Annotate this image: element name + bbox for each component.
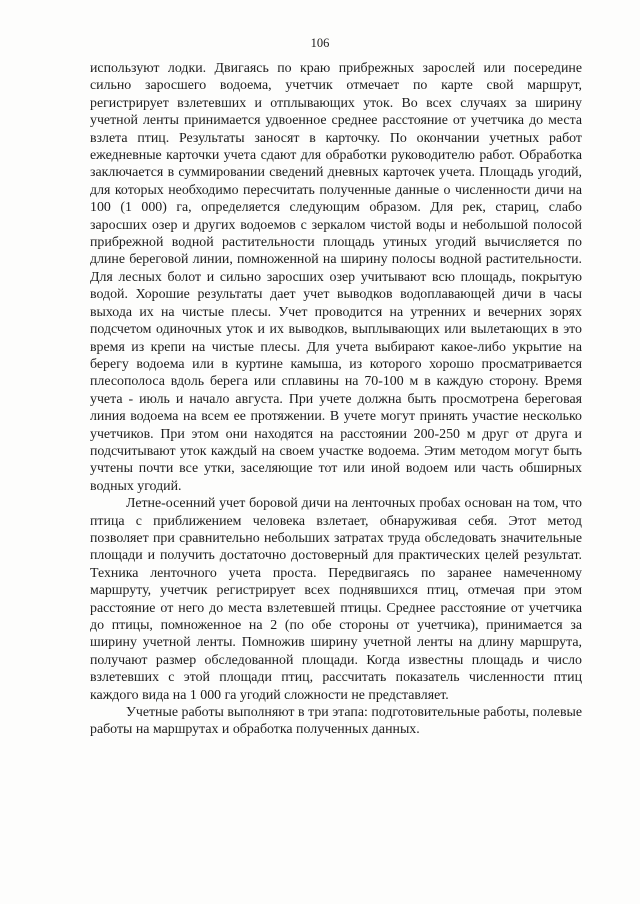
body-text bbox=[90, 60, 582, 739]
paragraph: Летне-осенний учет боровой дичи на ленточных пробах основан на том, что птица с приближением человека взлетает, обнаруживая себя. Этот метод позволяет при сравнительно небольших затратах труда обследовать значительные площади и получить достаточно достоверный для практических целей результат. Техника ленточного учета проста. Передвигаясь по заранее намеченному маршруту, учетчик регистрирует всех поднявшихся птиц, отмечая при этом расстояние от него до места взлетевшей птицы. Среднее расстояние от учетчика до птицы, помноженное на 2 (по обе стороны от учетчика), принимается за ширину учетной ленты. Помножив ширину учетной ленты на длину маршрута, получают размер обследованной площади. Когда известны площадь и число взлетевших с этой площади птиц, рассчитать показатель численности птиц каждого вида на 1 000 га угодий сложности не представляет. bbox=[90, 496, 582, 703]
paragraph: используют лодки. Двигаясь по краю прибрежных зарослей или посередине сильно заросшего водоема, учетчик отмечает по карте свой маршрут, регистрирует взлетевших и отплывающих уток. Во всех случаях за ширину учетной ленты принимается удвоенное среднее расстояние от учетчика до места взлета птиц. Результаты заносят в карточку. По окончании учетных работ ежедневные карточки учета сдают для обработки руководителю работ. Обработка заключается в суммировании сведений дневных карточек учета. Площадь угодий, для которых необходимо пересчитать полученные данные о численности дичи на 100 (1 000) га, определяется следующим образом. Для рек, стариц, слабо заросших озер и других водоемов с зеркалом чистой воды и небольшой полосой прибрежной водной растительности площадь утиных угодий вычисляется по длине береговой линии, помноженной на ширину полосы водной растительности. Для лесных болот и сильно заросших озер учитывают всю площадь, покрытую водой. Хорошие результаты дает учет выводков водоплавающей дичи в часы выхода их на чистые плесы. Учет проводится на утренних и вечерних зорях подсчетом одиночных уток и их выводков, выплывающих или вылетающих в это время из крепи на чистые плесы. Для учета выбирают какое-либо укрытие на берегу водоема или в куртине камыша, из которого хорошо просматривается плесополоса вдоль берега или сплавины на 70-100 м в каждую сторону. Время учета - июль и начало августа. При учете должна быть просмотрена береговая линия водоема на всем ее протяжении. В учете могут принять участие несколько учетчиков. При этом они находятся на расстоянии 200-250 м друг от друга и подсчитывают уток каждый на своем участке водоема. Этим методом могут быть учтены почти все утки, заселяющие тот или иной водоем или часть обширных водных угодий. bbox=[90, 61, 582, 494]
paragraph: Учетные работы выполняют в три этапа: подготовительные работы, полевые работы на маршрутах и обработка полученных данных. bbox=[90, 705, 582, 738]
page-number: 106 bbox=[310, 36, 330, 50]
